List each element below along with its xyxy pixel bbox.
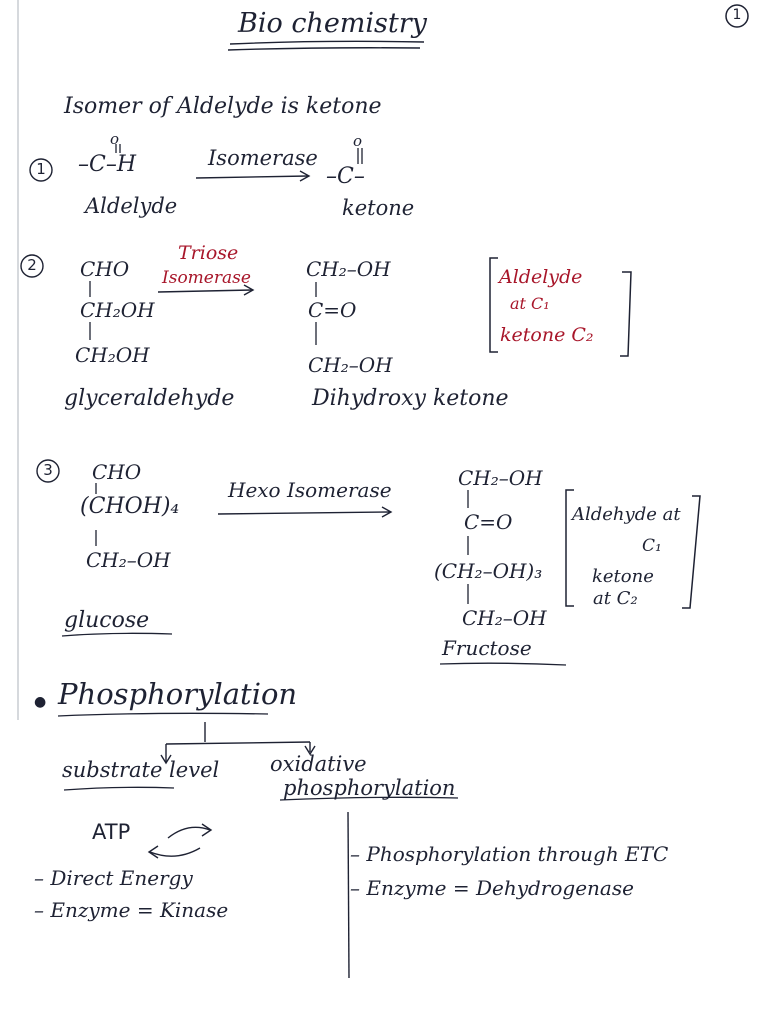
branch-substrate-level: substrate level bbox=[62, 758, 220, 782]
ex3-left-line2: (CHOH)₄ bbox=[80, 494, 180, 519]
ex3-right-line1: CH₂–OH bbox=[458, 466, 543, 490]
phosphorylation-branches bbox=[161, 722, 315, 763]
oxidative-item-1: – Phosphorylation through ETC bbox=[350, 842, 669, 866]
branch-oxidative-line2: phosphorylation bbox=[283, 776, 456, 800]
phosphorylation-bullet: ● bbox=[34, 694, 47, 710]
ex2-left-line3: CH₂OH bbox=[75, 343, 150, 367]
ex2-note-line1: Aldelyde bbox=[499, 266, 583, 288]
page-title: Bio chemistry bbox=[238, 8, 427, 39]
title-underline bbox=[228, 41, 424, 50]
oxidative-item-2: – Enzyme = Dehydrogenase bbox=[350, 876, 634, 900]
column-divider bbox=[348, 812, 349, 978]
atp-label: ATP bbox=[92, 820, 131, 844]
ex2-right-line1: CH₂–OH bbox=[306, 257, 391, 281]
ex3-underlines bbox=[62, 633, 566, 665]
ex3-right-name: Fructose bbox=[442, 636, 532, 660]
ex3-note-line4: at C₂ bbox=[593, 588, 638, 609]
example-number-2: 2 bbox=[27, 256, 37, 274]
example-number-1: 1 bbox=[36, 160, 46, 178]
phosphorylation-title: Phosphorylation bbox=[58, 677, 298, 711]
example-3-circle bbox=[37, 460, 59, 482]
ex3-note-bracket bbox=[566, 490, 700, 608]
phosphorylation-underline bbox=[58, 713, 268, 716]
ex1-aldehyde-name: Aldelyde bbox=[85, 194, 178, 218]
ex3-enzyme: Hexo Isomerase bbox=[228, 478, 392, 502]
ex1-aldehyde-formula: –C–H bbox=[78, 152, 137, 177]
substrate-item-2: – Enzyme = Kinase bbox=[34, 898, 229, 922]
ex2-left-name: glyceraldehyde bbox=[64, 386, 235, 411]
ex2-note-bracket bbox=[490, 258, 631, 356]
ex2-note-line3: ketone C₂ bbox=[500, 324, 594, 346]
substrate-underline bbox=[64, 787, 174, 790]
ex3-reaction-arrow bbox=[218, 507, 391, 517]
ex3-right-line2: C=O bbox=[464, 510, 513, 534]
ex2-note-line2: at C₁ bbox=[510, 294, 550, 313]
ex3-bonds bbox=[96, 483, 468, 604]
ex2-enzyme-line1: Triose bbox=[178, 242, 239, 264]
ex3-left-line1: CHO bbox=[92, 460, 142, 484]
ex1-ketone-oxygen: o bbox=[353, 132, 363, 150]
ex3-left-name: glucose bbox=[64, 608, 150, 633]
ex3-left-line3: CH₂–OH bbox=[86, 548, 171, 572]
ex2-enzyme-line2: Isomerase bbox=[162, 268, 251, 288]
ex3-note-line2: C₁ bbox=[642, 536, 662, 556]
ex3-right-line4: CH₂–OH bbox=[462, 606, 547, 630]
ex2-left-line1: CHO bbox=[80, 257, 130, 281]
example-number-3: 3 bbox=[43, 461, 53, 479]
atp-cycle-arrows bbox=[149, 824, 211, 858]
ex1-enzyme: Isomerase bbox=[208, 146, 318, 170]
ex1-ketone-name: ketone bbox=[342, 196, 415, 220]
ex2-left-line2: CH₂OH bbox=[80, 298, 155, 322]
ex1-reaction-arrow bbox=[196, 171, 309, 181]
ex2-right-line2: C=O bbox=[308, 298, 357, 322]
ex2-right-name: Dihydroxy ketone bbox=[312, 386, 509, 411]
ex1-ketone-formula: –C– bbox=[326, 164, 365, 189]
branch-oxidative-line1: oxidative bbox=[270, 752, 367, 776]
intro-statement: Isomer of Aldelyde is ketone bbox=[64, 94, 382, 119]
ex2-reaction-arrow bbox=[158, 285, 253, 295]
oxidative-underline bbox=[280, 797, 458, 800]
ex3-note-line3: ketone bbox=[592, 566, 654, 587]
page-number-circle bbox=[726, 5, 748, 27]
ex2-right-line3: CH₂–OH bbox=[308, 353, 393, 377]
substrate-item-1: – Direct Energy bbox=[34, 866, 193, 890]
page-number: 1 bbox=[732, 7, 742, 23]
ex1-double-bonds bbox=[116, 144, 362, 164]
ex1-aldehyde-oxygen: o bbox=[110, 130, 120, 148]
ex3-right-line3: (CH₂–OH)₃ bbox=[434, 559, 543, 583]
example-2-circle bbox=[21, 255, 43, 277]
example-1-circle bbox=[30, 159, 52, 181]
ex3-note-line1: Aldehyde at bbox=[572, 504, 681, 525]
